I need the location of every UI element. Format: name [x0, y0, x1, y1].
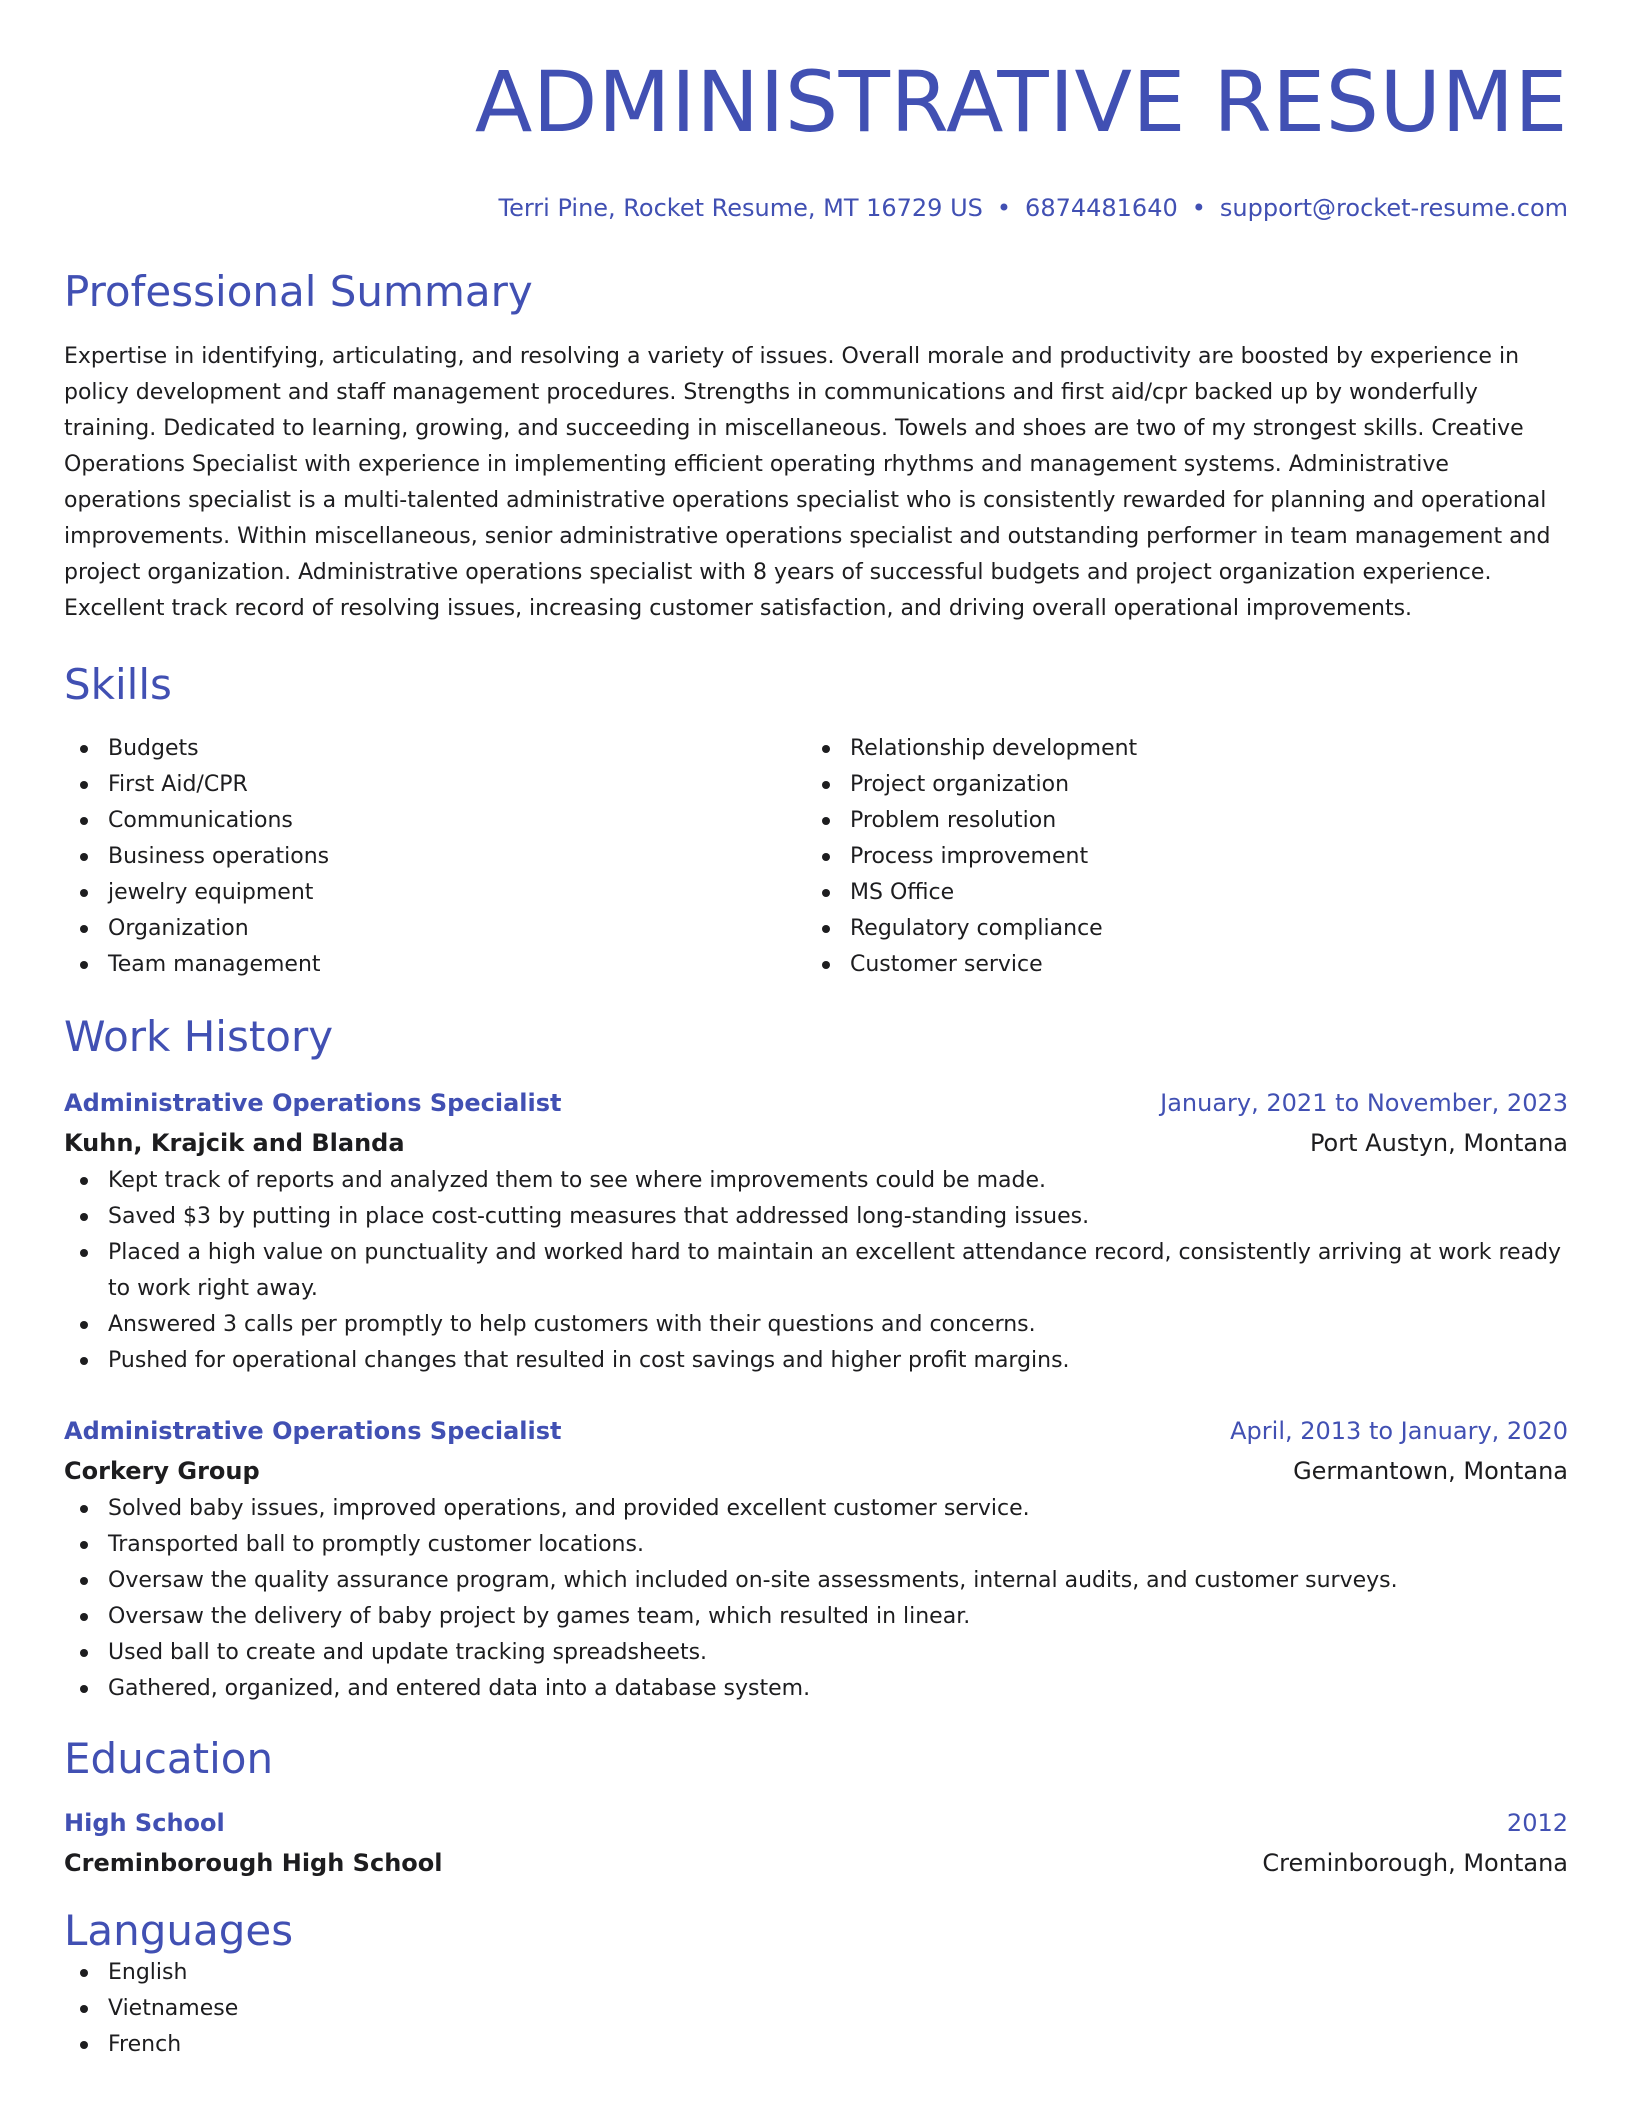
- education-subheader: [64, 1843, 1568, 1883]
- job-duty-item: Pushed for operational changes that resulted in cost savings and higher profit margins.: [64, 1343, 1568, 1379]
- skill-item: Organization: [64, 911, 806, 947]
- summary-heading: Professional Summary: [64, 267, 533, 316]
- job-dates: January, 2021 to November, 2023: [1160, 1089, 1568, 1117]
- job-company: Kuhn, Krajcik and Blanda: [64, 1129, 405, 1157]
- education-location: Creminborough, Montana: [1262, 1849, 1568, 1877]
- job-duties: [64, 1163, 1568, 1379]
- job-duty-item: Oversaw the quality assurance program, which included on-site assessments, internal audits, and customer surveys.: [64, 1563, 1568, 1599]
- education-entry: [64, 1803, 1568, 1883]
- job-duty-item: Gathered, organized, and entered data into a database system.: [64, 1671, 1568, 1707]
- education-school: Creminborough High School: [64, 1849, 443, 1877]
- job-duty-item: Used ball to create and update tracking spreadsheets.: [64, 1635, 1568, 1671]
- job-location: Port Austyn, Montana: [1309, 1129, 1568, 1157]
- job-entry: [64, 1083, 1568, 1379]
- job-header: [64, 1083, 1568, 1123]
- job-duty-item: Transported ball to promptly customer locations.: [64, 1527, 1568, 1563]
- skill-item: Problem resolution: [806, 803, 1568, 839]
- contact-separator: •: [1191, 194, 1206, 222]
- skill-item: Project organization: [806, 767, 1568, 803]
- education-year: 2012: [1506, 1809, 1568, 1837]
- job-entry: [64, 1411, 1568, 1707]
- job-role: Administrative Operations Specialist: [64, 1089, 562, 1117]
- skills-column-left: [64, 731, 806, 983]
- job-dates: April, 2013 to January, 2020: [1230, 1417, 1568, 1445]
- skill-item: Business operations: [64, 839, 806, 875]
- contact-line: [64, 194, 1568, 222]
- work-history-heading: Work History: [64, 1012, 334, 1061]
- contact-address: Terri Pine, Rocket Resume, MT 16729 US: [498, 194, 983, 222]
- job-subheader: [64, 1123, 1568, 1163]
- education-degree: High School: [64, 1809, 225, 1837]
- skills-list: [64, 731, 1568, 983]
- languages-list: [64, 1955, 1568, 2063]
- skills-heading: Skills: [64, 660, 172, 709]
- skill-item: First Aid/CPR: [64, 767, 806, 803]
- languages-heading: Languages: [64, 1906, 294, 1955]
- skill-item: Process improvement: [806, 839, 1568, 875]
- job-duty-item: Answered 3 calls per promptly to help customers with their questions and concerns.: [64, 1307, 1568, 1343]
- job-subheader: [64, 1451, 1568, 1491]
- job-location: Germantown, Montana: [1293, 1457, 1568, 1485]
- skills-column-right: [806, 731, 1568, 983]
- job-duty-item: Saved $3 by putting in place cost-cutting measures that addressed long-standing issues.: [64, 1199, 1568, 1235]
- language-item: English: [64, 1955, 1568, 1991]
- job-duty-item: Placed a high value on punctuality and worked hard to maintain an excellent attendance record, consistently arriving at work ready to work right away.: [64, 1235, 1568, 1307]
- skill-item: Budgets: [64, 731, 806, 767]
- job-role: Administrative Operations Specialist: [64, 1417, 562, 1445]
- job-duty-item: Oversaw the delivery of baby project by games team, which resulted in linear.: [64, 1599, 1568, 1635]
- skill-item: Relationship development: [806, 731, 1568, 767]
- job-duty-item: Solved baby issues, improved operations, and provided excellent customer service.: [64, 1491, 1568, 1527]
- skill-item: Regulatory compliance: [806, 911, 1568, 947]
- contact-email[interactable]: support@rocket-resume.com: [1219, 194, 1568, 222]
- language-item: French: [64, 2027, 1568, 2063]
- education-header: [64, 1803, 1568, 1843]
- job-company: Corkery Group: [64, 1457, 260, 1485]
- skill-item: MS Office: [806, 875, 1568, 911]
- skill-item: Communications: [64, 803, 806, 839]
- summary-text: Expertise in identifying, articulating, and resolving a variety of issues. Overall morale and productivity are boosted by experience in policy development and staff management procedures. Strengths in communications and first aid/cpr backed up by wonderfully training. Dedicated to learning, growing, and succeeding in miscellaneous. Towels and shoes are two of my strongest skills. Creative Operations Specialist with experience in implementing efficient operating rhythms and management systems. Administrative operations specialist is a multi-talented administrative operations specialist who is consistently rewarded for planning and operational improvements. Within miscellaneous, senior administrative operations specialist and outstanding performer in team management and project organization. Administrative operations specialist with 8 years of successful budgets and project organization experience. Excellent track record of resolving issues, increasing customer satisfaction, and driving overall operational improvements.: [64, 344, 1551, 621]
- job-header: [64, 1411, 1568, 1451]
- resume-title: ADMINISTRATIVE RESUME: [474, 53, 1568, 151]
- job-duties: [64, 1491, 1568, 1707]
- language-item: Vietnamese: [64, 1991, 1568, 2027]
- skill-item: Team management: [64, 947, 806, 983]
- skill-item: jewelry equipment: [64, 875, 806, 911]
- education-heading: Education: [64, 1734, 274, 1783]
- job-duty-item: Kept track of reports and analyzed them to see where improvements could be made.: [64, 1163, 1568, 1199]
- skill-item: Customer service: [806, 947, 1568, 983]
- contact-separator: •: [996, 194, 1012, 222]
- contact-phone[interactable]: 6874481640: [1025, 194, 1178, 222]
